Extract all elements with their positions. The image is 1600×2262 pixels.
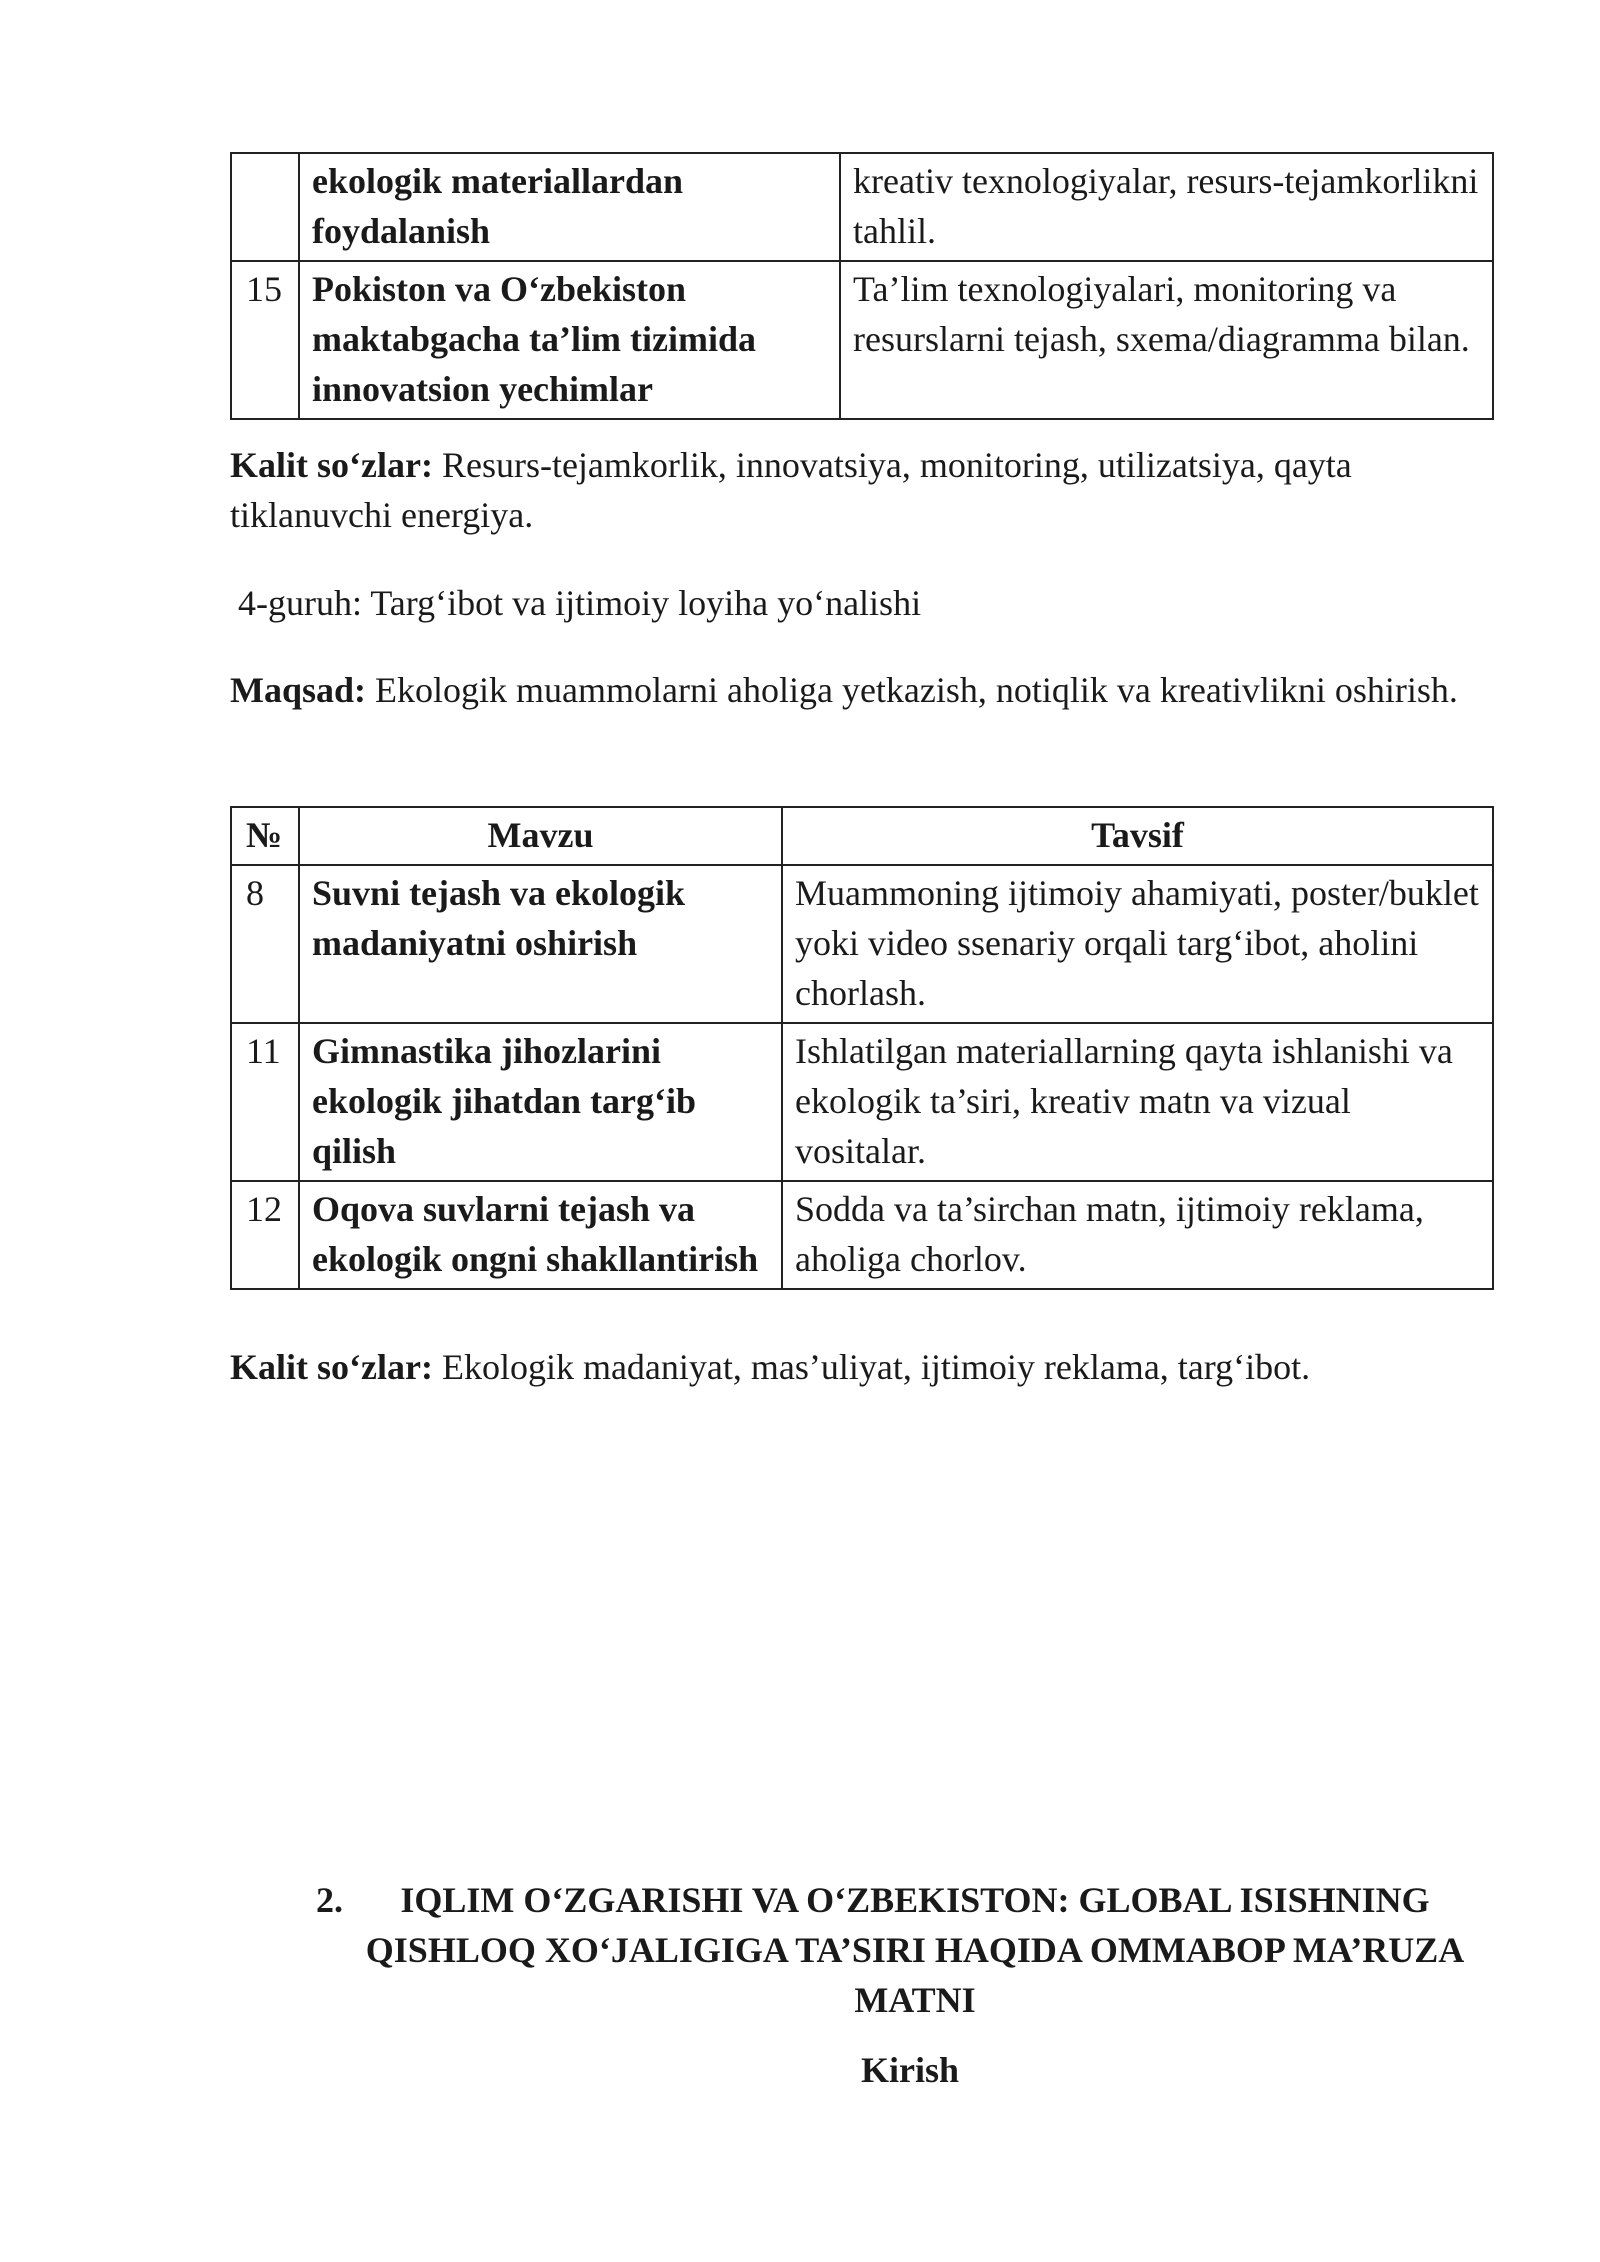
table-row: [231, 261, 1493, 419]
table-row: [231, 865, 1493, 1023]
group-heading: 4-guruh: Targ‘ibot va ijtimoiy loyiha yo‘nalishi: [238, 583, 922, 623]
header-number: №: [231, 807, 299, 865]
keywords-label: Kalit so‘zlar:: [230, 1347, 433, 1387]
keywords-text: Ekologik madaniyat, mas’uliyat, ijtimoiy reklama, targ‘ibot.: [432, 1347, 1311, 1387]
keywords-text: Resurs-tejamkorlik, innovatsiya, monitoring, utilizatsiya, qayta tiklanuvchi energiya.: [230, 445, 1352, 535]
intro-heading: Kirish: [860, 2050, 959, 2090]
row-number: 12: [231, 1181, 299, 1289]
row-topic: Suvni tejash va ekologik madaniyatni oshirish: [299, 865, 782, 1023]
row-description: Muammoning ijtimoiy ahamiyati, poster/buklet yoki video ssenariy orqali targ‘ibot, aholini chorlash.: [782, 865, 1493, 1023]
row-number: [231, 153, 299, 261]
goal-label: Maqsad:: [230, 670, 367, 710]
goal-text: Ekologik muammolarni aholiga yetkazish, notiqlik va kreativlikni oshirish.: [366, 670, 1458, 710]
table-row: [231, 1023, 1493, 1181]
row-number: 8: [231, 865, 299, 1023]
row-description: Ishlatilgan materiallarning qayta ishlanishi va ekologik ta’siri, kreativ matn va vizual vositalar.: [782, 1023, 1493, 1181]
row-topic: ekologik materiallardan foydalanish: [299, 153, 840, 261]
row-topic: Pokiston va O‘zbekiston maktabgacha ta’lim tizimida innovatsion yechimlar: [299, 261, 840, 419]
keywords-paragraph: [230, 440, 1492, 540]
header-description: Tavsif: [782, 807, 1493, 865]
header-topic: Mavzu: [299, 807, 782, 865]
topics-table-continued: [230, 152, 1494, 420]
row-topic: Gimnastika jihozlarini ekologik jihatdan targ‘ib qilish: [299, 1023, 782, 1181]
row-description: Sodda va ta’sirchan matn, ijtimoiy reklama, aholiga chorlov.: [782, 1181, 1493, 1289]
table-row: [231, 1181, 1493, 1289]
row-description: kreativ texnologiyalar, resurs-tejamkorlikni tahlil.: [840, 153, 1493, 261]
row-number: 11: [231, 1023, 299, 1181]
row-topic: Oqova suvlarni tejash va ekologik ongni shakllantirish: [299, 1181, 782, 1289]
keywords-label: Kalit so‘zlar:: [230, 445, 433, 485]
table-header-row: [231, 807, 1493, 865]
keywords-paragraph: [230, 1342, 1492, 1392]
section-number: 2.: [316, 1880, 343, 1920]
goal-paragraph: [230, 665, 1492, 715]
topics-table: [230, 806, 1494, 1290]
row-description: Ta’lim texnologiyalari, monitoring va resurslarni tejash, sxema/diagramma bilan.: [840, 261, 1493, 419]
section-title: IQLIM O‘ZGARISHI VA O‘ZBEKISTON: GLOBAL ISISHNING QISHLOQ XO‘JALIGIGA TA’SIRI HAQIDA OMMABOP MA’RUZA MATNI: [365, 1880, 1465, 2020]
section-heading: [300, 1875, 1480, 2025]
row-number: 15: [231, 261, 299, 419]
table-row: [231, 153, 1493, 261]
